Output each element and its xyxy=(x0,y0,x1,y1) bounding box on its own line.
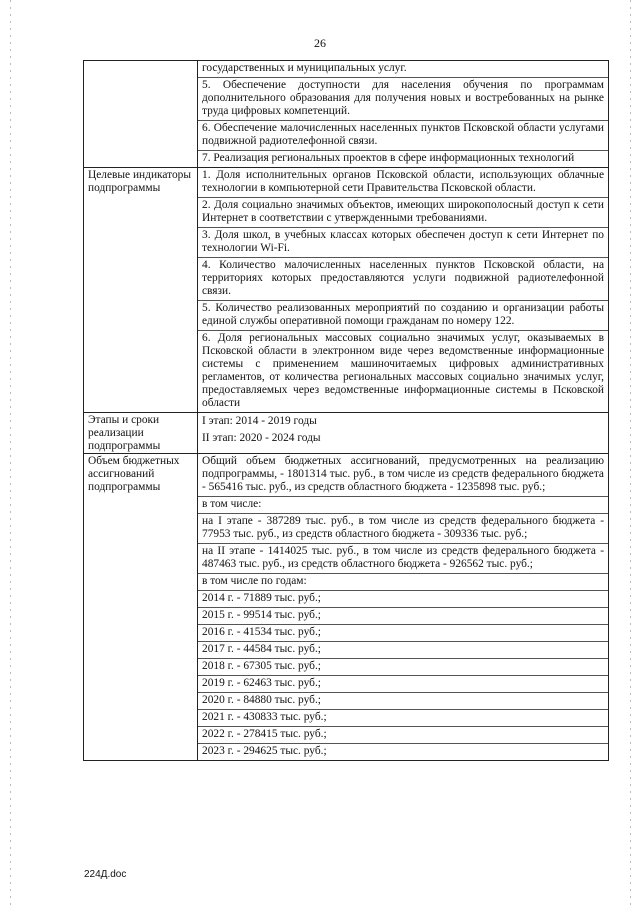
year-line: 2023 г. - 294625 тыс. руб.; xyxy=(198,743,608,760)
row-label: Этапы и сроки реализации подпрограммы xyxy=(84,413,198,454)
paragraph: на I этапе - 387289 тыс. руб., в том числе из средств федерального бюджета - 77953 тыс. руб., из средств областного бюджета - 309336 тыс. руб.; xyxy=(198,513,608,543)
row-content xyxy=(198,61,609,168)
year-line: 2018 г. - 67305 тыс. руб.; xyxy=(198,658,608,675)
paragraph: 7. Реализация региональных проектов в сфере информационных технологий xyxy=(198,150,608,167)
row-label: Целевые индикаторы подпрограммы xyxy=(84,168,198,413)
paragraph: на II этапе - 1414025 тыс. руб., в том числе из средств федерального бюджета - 487463 тыс. руб., из средств областного бюджета - 926562 тыс. руб.; xyxy=(198,543,608,573)
row-label xyxy=(84,61,198,168)
row-content xyxy=(198,413,609,454)
year-line: 2016 г. - 41534 тыс. руб.; xyxy=(198,624,608,641)
paragraph: 6. Обеспечение малочисленных населенных пунктов Псковской области услугами подвижной радиотелефонной связи. xyxy=(198,120,608,150)
row-label: Объем бюджетных ассигнований подпрограммы xyxy=(84,454,198,761)
table-row-indicators xyxy=(84,168,609,413)
table-row-stages xyxy=(84,413,609,454)
paragraph: 5. Обеспечение доступности для населения обучения по программам дополнительного образования для получения новых и востребованных на рынке труда цифровых компетенций. xyxy=(198,77,608,120)
paragraph: 6. Доля региональных массовых социально значимых услуг, оказываемых в Псковской области в электронном виде через ведомственные информационные системы с применением машиночитаемых цифровых административных регламентов, от количества региональных массовых социально значимых услуг, предоставляемых через ведомственные информационные системы в Псковской области xyxy=(198,330,608,412)
paragraph: государственных и муниципальных услуг. xyxy=(202,62,407,74)
paragraph: II этап: 2020 - 2024 годы xyxy=(202,432,321,444)
paragraph: 4. Количество малочисленных населенных пунктов Псковской области, на территориях которых предоставляются услуги подвижной радиотелефонной связи. xyxy=(198,257,608,300)
row-content xyxy=(198,454,609,761)
year-line: 2015 г. - 99514 тыс. руб.; xyxy=(198,607,608,624)
row-content xyxy=(198,168,609,413)
year-line: 2014 г. - 71889 тыс. руб.; xyxy=(198,590,608,607)
paragraph: 1. Доля исполнительных органов Псковской области, использующих облачные технологии в компьютерной сети Правительства Псковской области. xyxy=(202,169,604,194)
year-line: 2019 г. - 62463 тыс. руб.; xyxy=(198,675,608,692)
scan-edge-right xyxy=(630,0,631,905)
table-row-budget xyxy=(84,454,609,761)
year-line: 2020 г. - 84880 тыс. руб.; xyxy=(198,692,608,709)
scan-edge-left xyxy=(10,0,11,905)
year-line: 2021 г. - 430833 тыс. руб.; xyxy=(198,709,608,726)
paragraph: I этап: 2014 - 2019 годы xyxy=(202,415,317,427)
paragraph: 3. Доля школ, в учебных классах которых обеспечен доступ к сети Интернет по технологии Wi-Fi. xyxy=(198,227,608,257)
paragraph: 5. Количество реализованных мероприятий по созданию и организации работы единой службы оперативной помощи гражданам по номеру 122. xyxy=(198,300,608,330)
footer-filename: 224Д.doc xyxy=(84,869,127,880)
year-line: 2017 г. - 44584 тыс. руб.; xyxy=(198,641,608,658)
paragraph: 2. Доля социально значимых объектов, имеющих широкополосный доступ к сети Интернет в соответствии с утвержденными требованиями. xyxy=(198,197,608,227)
paragraph: в том числе: xyxy=(198,496,608,513)
table-row-tasks-continued xyxy=(84,61,609,168)
paragraph: Общий объем бюджетных ассигнований, предусмотренных на реализацию подпрограммы, - 1801314 тыс. руб., в том числе из средств федерального бюджета - 565416 тыс. руб., из средств областного бюджета - 1235898 тыс. руб.; xyxy=(202,455,604,493)
paragraph: в том числе по годам: xyxy=(198,573,608,590)
passport-table xyxy=(83,60,609,761)
page-number: 26 xyxy=(314,36,326,50)
year-line: 2022 г. - 278415 тыс. руб.; xyxy=(198,726,608,743)
